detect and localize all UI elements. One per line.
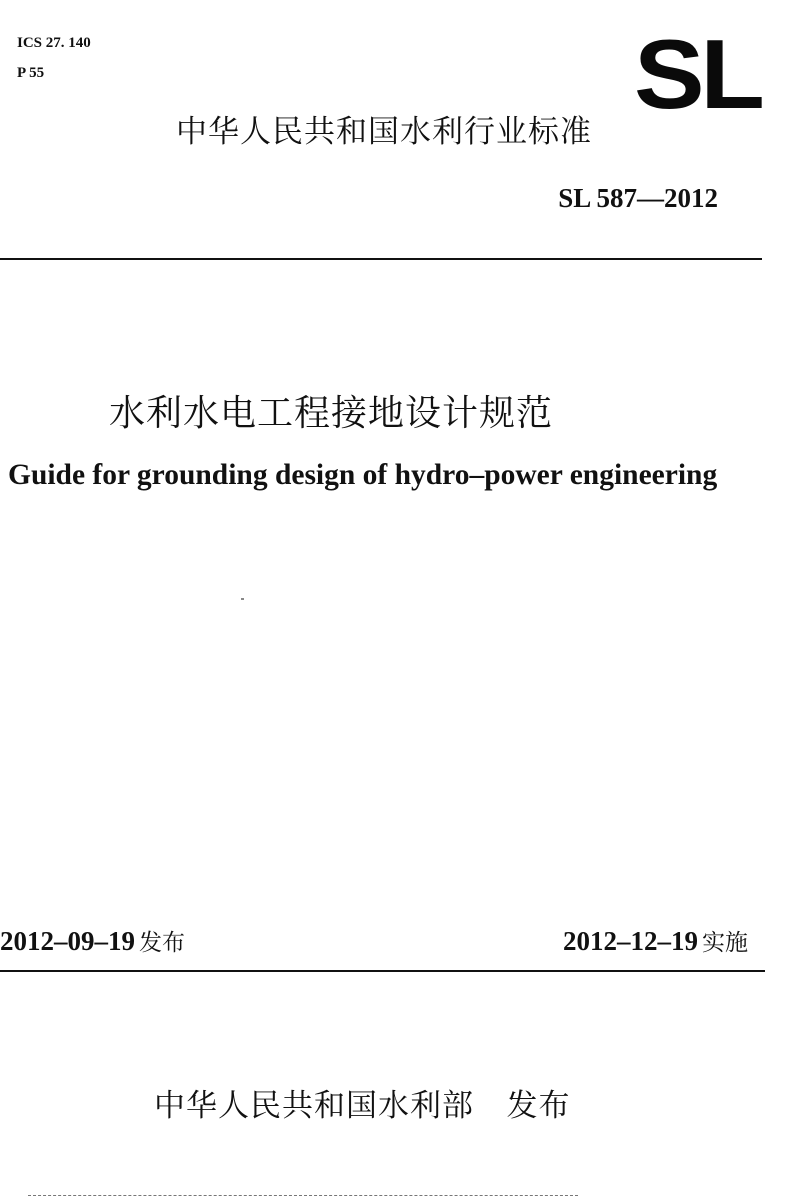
middle-divider bbox=[0, 970, 765, 972]
bottom-divider bbox=[28, 1195, 578, 1196]
print-speck bbox=[241, 598, 244, 600]
sl-logo: SL bbox=[634, 19, 761, 129]
implementation-date: 2012–12–19 bbox=[563, 926, 698, 956]
implementation-date-line bbox=[563, 924, 748, 957]
issuing-authority-heading: 中华人民共和国水利行业标准 bbox=[176, 114, 592, 150]
publisher-line: 中华人民共和国水利部 发布 bbox=[154, 1088, 571, 1124]
issue-date-line bbox=[0, 924, 185, 957]
document-title-chinese: 水利水电工程接地设计规范 bbox=[109, 393, 554, 434]
standard-number: SL 587—2012 bbox=[558, 183, 718, 213]
document-title-english: Guide for grounding design of hydro–power engineering bbox=[8, 459, 718, 491]
issue-date: 2012–09–19 bbox=[0, 926, 135, 956]
issue-label: 发布 bbox=[139, 930, 185, 956]
top-divider bbox=[0, 258, 762, 260]
ccs-code: P 55 bbox=[17, 65, 45, 81]
implementation-label: 实施 bbox=[702, 930, 748, 956]
ics-code: ICS 27. 140 bbox=[17, 35, 91, 51]
